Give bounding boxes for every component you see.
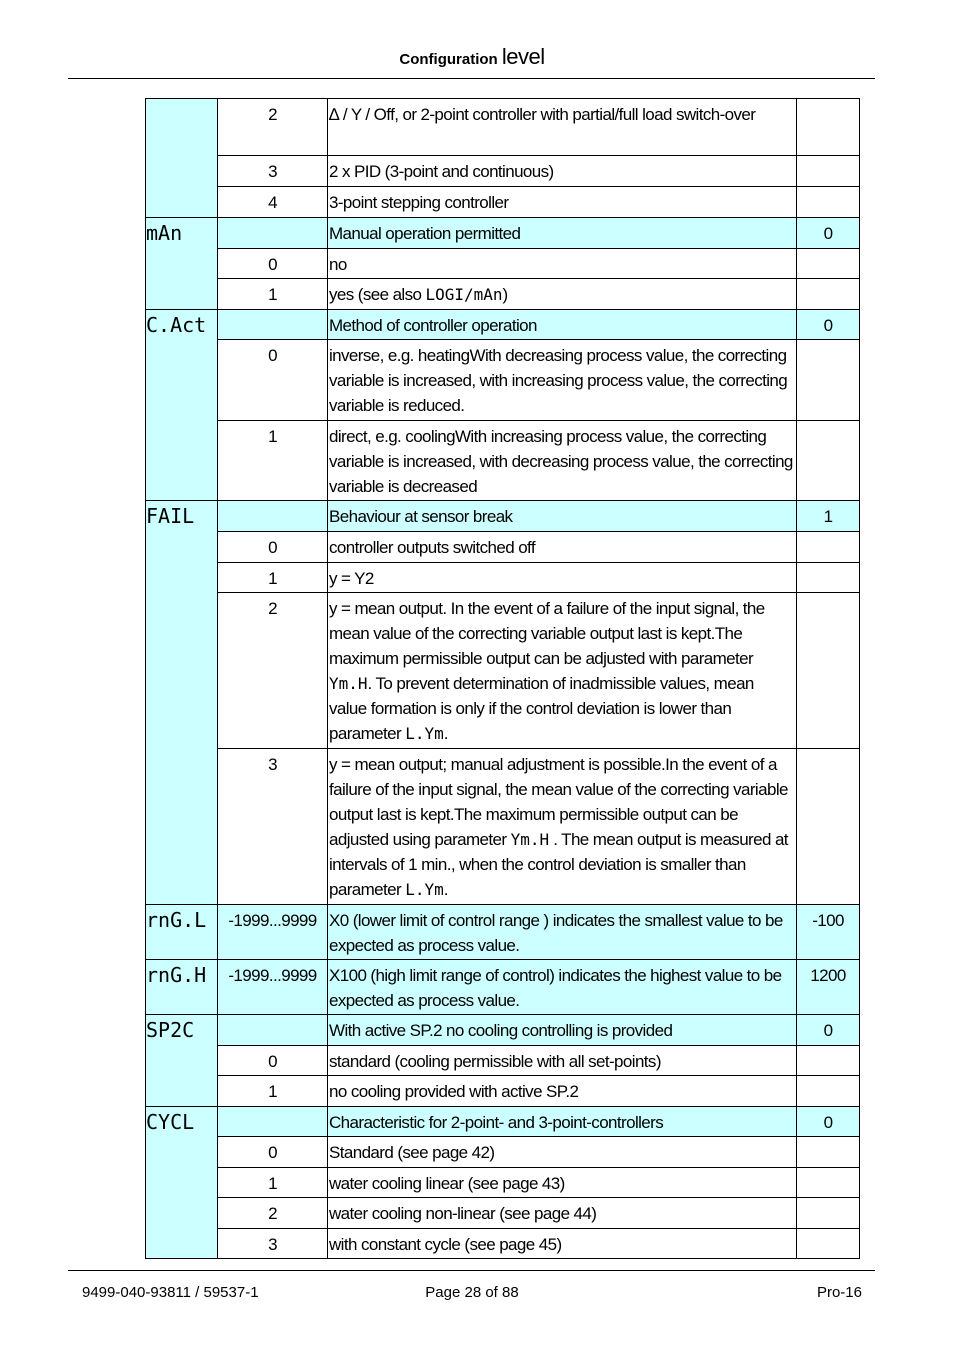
param-code: rnG.L <box>146 905 218 960</box>
parameter-table <box>145 98 860 1259</box>
parameter-header-row <box>146 1015 860 1046</box>
default-cell <box>797 563 860 593</box>
default-cell <box>797 593 860 749</box>
option-value: 1 <box>218 279 328 310</box>
default-cell <box>797 1229 860 1259</box>
table-row <box>146 532 860 563</box>
option-value <box>218 218 328 249</box>
table-row <box>146 249 860 279</box>
header-title-bold: Configuration <box>399 51 498 68</box>
value-range: -1999...9999 <box>218 960 328 1015</box>
option-value: 1 <box>218 1168 328 1198</box>
option-description: water cooling non-linear (see page 44) <box>328 1198 797 1229</box>
option-value: 2 <box>218 1198 328 1229</box>
parameter-description: With active SP.2 no cooling controlling is provided <box>328 1015 797 1046</box>
option-value: 3 <box>218 1229 328 1259</box>
footer-product: Pro-16 <box>816 1284 862 1301</box>
footer-rule <box>68 1270 875 1271</box>
option-value: 4 <box>218 187 328 218</box>
option-description: no cooling provided with active SP.2 <box>328 1076 797 1107</box>
table-row <box>146 340 860 421</box>
parameter-description: X0 (lower limit of control range ) indicates the smallest value to be expected as process value. <box>328 905 797 960</box>
option-value: 0 <box>218 532 328 563</box>
default-cell <box>797 1198 860 1229</box>
option-description: no <box>328 249 797 279</box>
param-ref: Ym.H <box>329 674 368 693</box>
option-description: 3-point stepping controller <box>328 187 797 218</box>
default-cell <box>797 532 860 563</box>
option-description: 2 x PID (3-point and continuous) <box>328 156 797 187</box>
default-cell <box>797 99 860 156</box>
default-value: 0 <box>797 1015 860 1046</box>
option-description: inverse, e.g. heatingWith decreasing process value, the correcting variable is increased, with increasing process value, the correcting variable is reduced. <box>328 340 797 421</box>
option-description <box>328 749 797 905</box>
option-description <box>328 279 797 310</box>
desc-text: yes (see also <box>329 285 422 304</box>
parameter-header-row <box>146 905 860 960</box>
table-row <box>146 1229 860 1259</box>
default-cell <box>797 1137 860 1168</box>
param-code: CYCL <box>146 1107 218 1259</box>
desc-text: . The mean output is measured at intervals of 1 min., when the control deviation is smaller than parameter <box>329 830 788 899</box>
default-cell <box>797 156 860 187</box>
default-value: 0 <box>797 310 860 340</box>
desc-text: . <box>443 880 448 899</box>
default-cell <box>797 187 860 218</box>
default-value: 0 <box>797 218 860 249</box>
option-description: standard (cooling permissible with all set-points) <box>328 1046 797 1076</box>
param-code-cell <box>146 99 218 218</box>
default-cell <box>797 1168 860 1198</box>
param-code: C.Act <box>146 310 218 501</box>
default-value: 0 <box>797 1107 860 1137</box>
option-value: 3 <box>218 156 328 187</box>
table-row <box>146 593 860 749</box>
parameter-header-row <box>146 310 860 340</box>
option-value: 0 <box>218 1137 328 1168</box>
table-row <box>146 1076 860 1107</box>
table-row <box>146 1046 860 1076</box>
desc-text: y = mean output; manual adjustment is possible.In the event of a failure of the input signal, the mean value of the correcting variable output last is kept.The maximum permissible output can be adjusted using parameter <box>329 755 788 849</box>
desc-text: ) <box>502 285 508 304</box>
param-code: mAn <box>146 218 218 310</box>
table-row <box>146 99 860 156</box>
default-cell <box>797 749 860 905</box>
parameter-header-row <box>146 1107 860 1137</box>
parameter-description: Behaviour at sensor break <box>328 501 797 532</box>
parameter-description: Manual operation permitted <box>328 218 797 249</box>
param-code: FAIL <box>146 501 218 905</box>
default-cell <box>797 1046 860 1076</box>
footer-doc-number: 9499-040-93811 / 59537-1 <box>82 1284 259 1301</box>
option-value: 1 <box>218 421 328 501</box>
option-description: water cooling linear (see page 43) <box>328 1168 797 1198</box>
default-cell <box>797 1076 860 1107</box>
default-value: 1200 <box>797 960 860 1015</box>
desc-text: . To prevent determination of inadmissible values, mean value formation is only if the control deviation is lower than parameter <box>329 674 754 743</box>
option-value <box>218 310 328 340</box>
option-description: Standard (see page 42) <box>328 1137 797 1168</box>
parameter-header-row <box>146 960 860 1015</box>
param-ref: L.Ym <box>405 724 444 743</box>
param-ref: LOGI/mAn <box>425 285 503 304</box>
param-code: rnG.H <box>146 960 218 1015</box>
table-row <box>146 1168 860 1198</box>
table-row <box>146 279 860 310</box>
default-cell <box>797 279 860 310</box>
header-title-light: level <box>501 44 545 69</box>
option-value: 0 <box>218 1046 328 1076</box>
table-row <box>146 563 860 593</box>
option-description: controller outputs switched off <box>328 532 797 563</box>
option-value: 2 <box>218 99 328 156</box>
option-value <box>218 1015 328 1046</box>
parameter-header-row <box>146 218 860 249</box>
option-description: with constant cycle (see page 45) <box>328 1229 797 1259</box>
footer-page-number: Page 28 of 88 <box>425 1284 519 1301</box>
option-description: direct, e.g. coolingWith increasing process value, the correcting variable is increased, with decreasing process value, the correcting variable is decreased <box>328 421 797 501</box>
parameter-description: X100 (high limit range of control) indicates the highest value to be expected as process value. <box>328 960 797 1015</box>
page-header <box>0 44 944 70</box>
default-value: -100 <box>797 905 860 960</box>
value-range: -1999...9999 <box>218 905 328 960</box>
parameter-header-row <box>146 501 860 532</box>
option-value: 1 <box>218 563 328 593</box>
table-row <box>146 156 860 187</box>
table-row <box>146 1137 860 1168</box>
table-row <box>146 749 860 905</box>
option-value: 0 <box>218 249 328 279</box>
option-description: y = Y2 <box>328 563 797 593</box>
default-cell <box>797 421 860 501</box>
default-cell <box>797 249 860 279</box>
parameter-description: Method of controller operation <box>328 310 797 340</box>
option-value <box>218 501 328 532</box>
option-value: 2 <box>218 593 328 749</box>
option-value: 3 <box>218 749 328 905</box>
default-value: 1 <box>797 501 860 532</box>
desc-text: . <box>443 724 448 743</box>
option-value: 0 <box>218 340 328 421</box>
param-ref: Ym.H <box>510 830 550 849</box>
option-value <box>218 1107 328 1137</box>
default-cell <box>797 340 860 421</box>
table-row <box>146 1198 860 1229</box>
param-ref: L.Ym <box>405 880 444 899</box>
table-row <box>146 187 860 218</box>
option-description <box>328 593 797 749</box>
option-value: 1 <box>218 1076 328 1107</box>
parameter-description: Characteristic for 2-point- and 3-point-controllers <box>328 1107 797 1137</box>
option-description: ∆ / Y / Off, or 2-point controller with partial/full load switch-over <box>328 99 797 156</box>
param-code: SP2C <box>146 1015 218 1107</box>
desc-text: y = mean output. In the event of a failure of the input signal, the mean value of the correcting variable output last is kept.The maximum permissible output can be adjusted with parameter <box>329 599 765 668</box>
table-row <box>146 421 860 501</box>
header-rule <box>68 78 875 79</box>
